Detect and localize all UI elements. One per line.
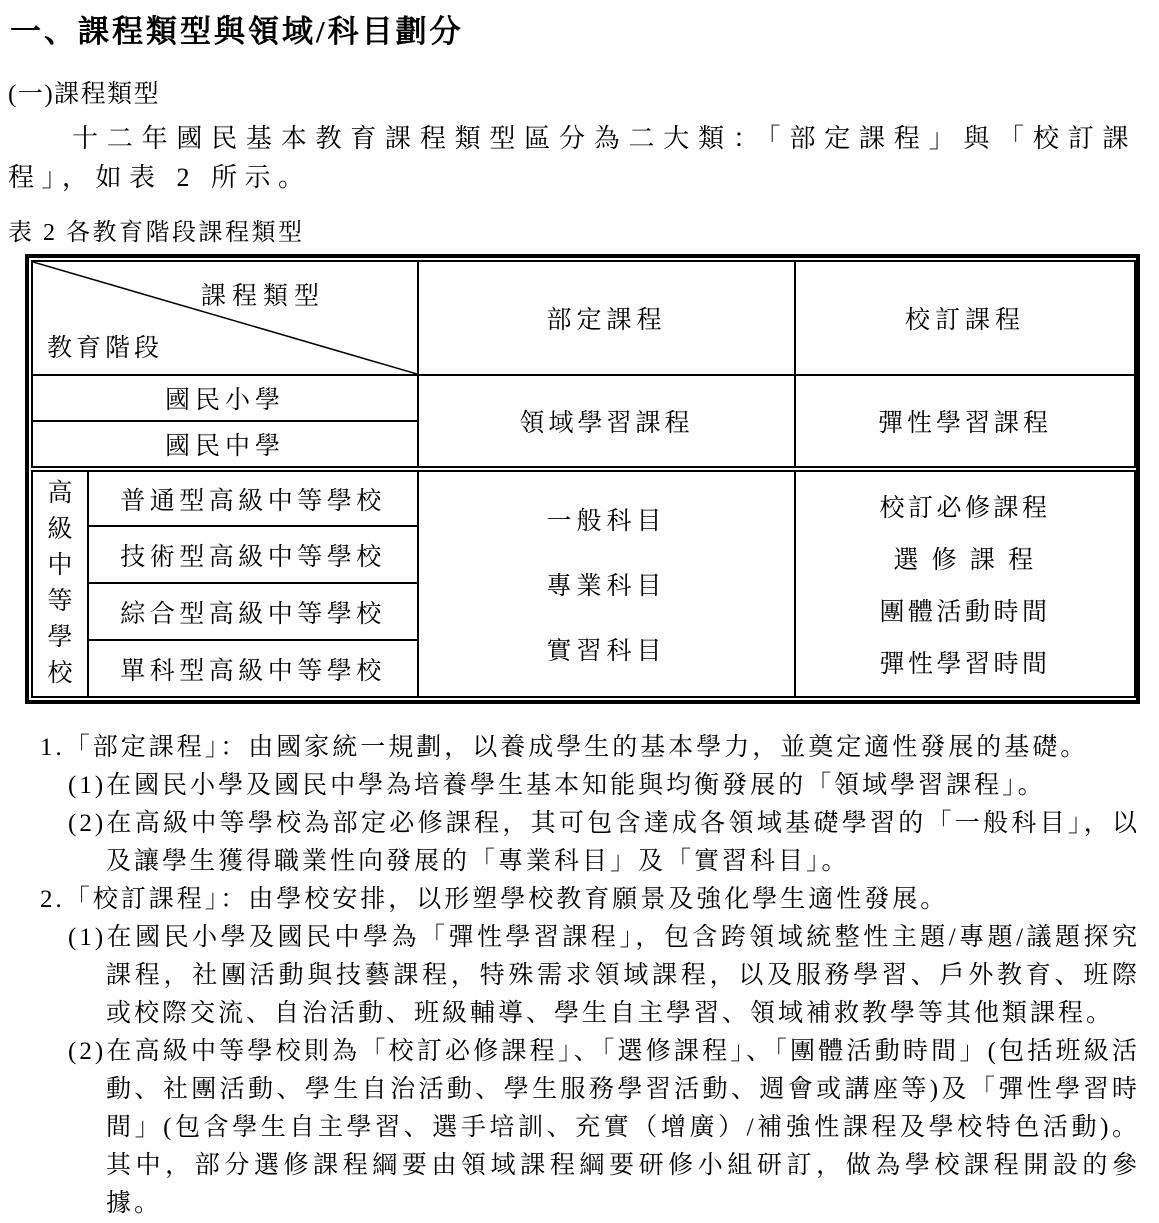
note-sub-line — [68, 805, 1140, 881]
note-item-ministry — [40, 729, 1140, 881]
cell-flexible-learning-curriculum: 彈性學習課程 — [795, 375, 1135, 469]
cell-domain-learning-curriculum: 領域學習課程 — [418, 375, 795, 469]
group-activity-time: 團體活動時間 — [879, 599, 1051, 626]
subject-professional: 專業科目 — [546, 573, 667, 600]
note-item-school — [40, 881, 1140, 1223]
corner-label-education-stage: 教育階段 — [47, 335, 164, 362]
note-text: 「校訂課程」：由學校安排，以形塑學校教育願景及強化學生適性發展。 — [64, 886, 949, 913]
subject-practicum: 實習科目 — [546, 638, 667, 665]
senior-secondary-group-label: 高級中等學校 — [47, 480, 73, 687]
note-marker: 2. — [40, 886, 65, 913]
cell-senior-ministry-subjects — [418, 469, 795, 697]
elective-curriculum: 選 修 課 程 — [893, 547, 1037, 574]
note-marker: 1. — [40, 734, 65, 761]
row-elementary-school: 國民小學 — [32, 375, 418, 421]
table-caption: 表 2 各教育階段課程類型 — [8, 220, 305, 246]
section-heading: (一)課程類型 — [8, 81, 161, 108]
flexible-learning-time: 彈性學習時間 — [879, 651, 1051, 678]
note-sub-marker: (1) — [68, 772, 107, 799]
note-sub-line — [68, 919, 1140, 1033]
row-junior-high-school: 國民中學 — [32, 421, 418, 469]
note-sub-text: 在高級中等學校為部定必修課程，其可包含達成各領域基礎學習的「一般科目」，以及讓學生獲得職業性向發展的「專業科目」及「實習科目」。 — [106, 810, 1140, 875]
note-sub-marker: (1) — [68, 924, 107, 951]
note-sub-text: 在國民小學及國民中學為培養學生基本知能與均衡發展的「領域學習課程」。 — [106, 772, 1046, 799]
note-line — [40, 881, 1140, 919]
row-technical-senior-high: 技術型高級中等學校 — [88, 526, 418, 583]
curriculum-table — [31, 260, 1136, 698]
note-sub-list — [68, 767, 1140, 881]
senior-secondary-group-cell — [32, 469, 88, 697]
row-comprehensive-senior-high: 綜合型高級中等學校 — [88, 583, 418, 640]
note-line — [40, 729, 1140, 767]
column-header-ministry-curriculum: 部定課程 — [418, 261, 795, 375]
subject-general: 一般科目 — [546, 508, 667, 535]
note-sub-text: 在國民小學及國民中學為「彈性學習課程」，包含跨領域統整性主題/專題/議題探究課程，社團活動與技藝課程，特殊需求領域課程，以及服務學習、戶外教育、班際或校際交流、自治活動、班級輔導、學生自主學習、領域補救教學等其他類課程。 — [106, 924, 1140, 1027]
note-sub-marker: (2) — [68, 1038, 107, 1065]
corner-label-curriculum-type: 課程類型 — [201, 283, 326, 310]
notes-list — [40, 729, 1140, 1223]
note-text: 「部定課程」：由國家統一規劃，以養成學生的基本學力，並奠定適性發展的基礎。 — [64, 734, 1089, 761]
page-title: 一、課程類型與領域/科目劃分 — [10, 14, 464, 49]
note-sub-line — [68, 767, 1140, 805]
curriculum-table-frame — [25, 254, 1140, 704]
intro-paragraph: 十二年國民基本教育課程類型區分為二大類：「部定課程」與「校訂課程」，如表 2 所示。 — [8, 124, 1136, 192]
row-single-discipline-senior-high: 單科型高級中等學校 — [88, 640, 418, 697]
cell-senior-school-curriculum — [795, 469, 1135, 697]
school-required-curriculum: 校訂必修課程 — [879, 495, 1051, 522]
note-sub-marker: (2) — [68, 810, 107, 837]
corner-cell — [32, 261, 418, 375]
note-sub-list — [68, 919, 1140, 1223]
note-sub-text: 在高級中等學校則為「校訂必修課程」、「選修課程」、「團體活動時間」(包括班級活動、社團活動、學生自治活動、學生服務學習活動、週會或講座等)及「彈性學習時間」(包含學生自主學習、選手培訓、充實（增廣）/補強性課程及學校特色活動)。其中，部分選修課程綱要由領域課程綱要研修小組研訂，做為學校課程開設的參據。 — [106, 1038, 1140, 1217]
note-sub-line — [68, 1033, 1140, 1223]
column-header-school-curriculum: 校訂課程 — [795, 261, 1135, 375]
row-general-senior-high: 普通型高級中等學校 — [88, 469, 418, 526]
